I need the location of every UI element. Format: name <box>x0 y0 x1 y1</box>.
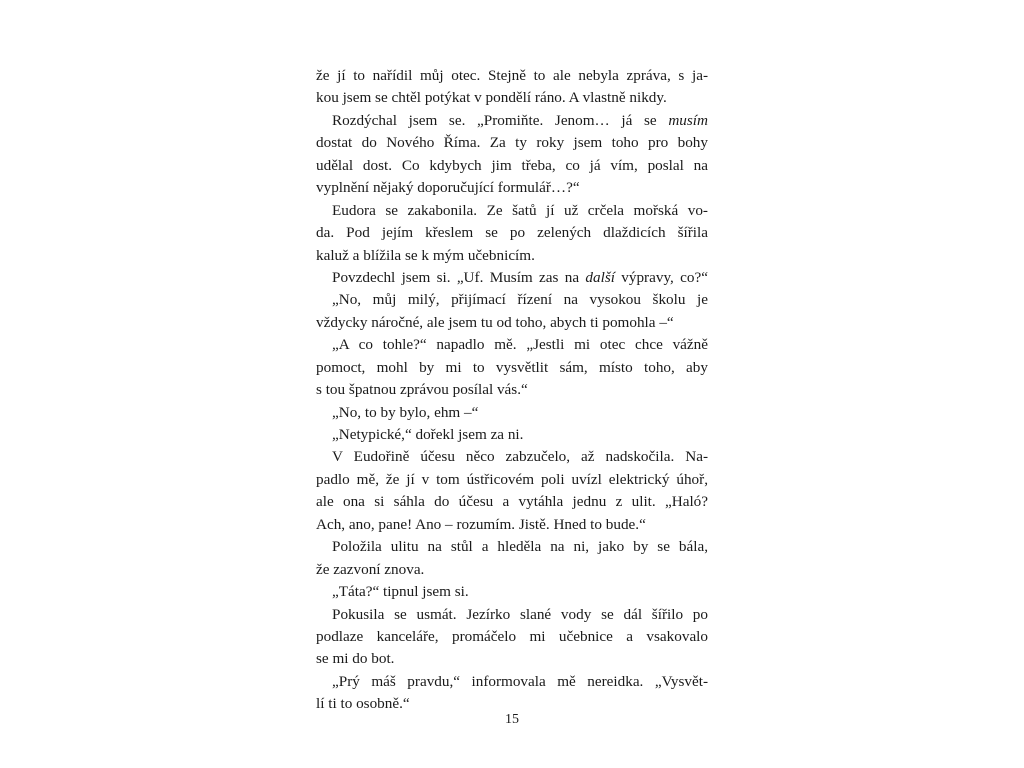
text-line-content: Povzdechl jsem si. „Uf. Musím zas na <box>332 268 586 286</box>
text-line <box>316 559 708 581</box>
text-line-content: vždycky náročné, ale jsem tu od toho, abych ti pomohla –“ <box>316 313 674 331</box>
text-line <box>316 514 708 536</box>
emphasis: musím <box>668 111 708 129</box>
text-line-content: „No, můj milý, přijímací řízení na vysokou školu je <box>332 291 708 309</box>
emphasis: další <box>585 268 615 286</box>
text-line-content: „Prý máš pravdu,“ informovala mě nereidka. „Vysvět- <box>332 672 708 690</box>
text-line-content: pomoct, mohl by mi to vysvětlit sám, místo toho, aby <box>316 358 708 376</box>
text-line <box>316 424 708 446</box>
text-line <box>316 155 708 177</box>
text-line-content: se mi do bot. <box>316 650 395 668</box>
text-line-content: V Eudořině účesu něco zabzučelo, až nadskočila. Na- <box>332 448 708 466</box>
text-line-content: kou jsem se chtěl potýkat v pondělí ráno. A vlastně nikdy. <box>316 89 667 107</box>
text-line <box>316 267 708 289</box>
text-line-content: da. Pod jejím křeslem se po zelených dlaždicích šířila <box>316 224 708 242</box>
text-line <box>316 132 708 154</box>
text-line-content: Rozdýchal jsem se. „Promiňte. Jenom… já se <box>332 111 669 129</box>
text-line-content: „A co tohle?“ napadlo mě. „Jestli mi otec chce vážně <box>332 336 708 354</box>
page-number: 15 <box>505 712 519 727</box>
text-line-content: udělal dost. Co kdybych jim třeba, co já vím, poslal na <box>316 156 708 174</box>
text-line-content: „Netypické,“ dořekl jsem za ni. <box>332 426 524 443</box>
text-line <box>316 87 708 109</box>
text-line-content: podlaze kanceláře, promáčelo mi učebnice a vsakovalo <box>316 627 708 645</box>
text-line <box>316 312 708 334</box>
text-line-content: že zazvoní znova. <box>316 560 425 578</box>
text-line-content: „Táta?“ tipnul jsem si. <box>332 583 469 601</box>
text-line <box>316 581 708 603</box>
text-line-content: Pokusila se usmát. Jezírko slané vody se dál šířilo po <box>332 605 708 623</box>
text-line <box>316 289 708 311</box>
text-line <box>316 536 708 558</box>
text-line-content: že jí to nařídil můj otec. Stejně to ale nebyla zpráva, s ja- <box>316 67 708 84</box>
text-line <box>316 222 708 244</box>
text-line <box>316 110 708 132</box>
text-line <box>316 469 708 491</box>
text-line-content: ale ona si sáhla do účesu a vytáhla jednu z ulit. „Haló? <box>316 493 708 511</box>
text-line-content: Položila ulitu na stůl a hleděla na ni, jako by se bála, <box>332 538 708 556</box>
text-line-content: dostat do Nového Říma. Za ty roky jsem toho pro bohy <box>316 134 708 152</box>
text-line-content: „No, to by bylo, ehm –“ <box>332 403 479 421</box>
text-line <box>316 200 708 222</box>
text-line <box>316 334 708 356</box>
text-line <box>316 177 708 199</box>
text-line-content: kaluž a blížila se k mým učebnicím. <box>316 246 535 264</box>
text-line <box>316 604 708 626</box>
text-line <box>316 491 708 513</box>
text-line <box>316 402 708 424</box>
text-line-content: vyplnění nějaký doporučující formulář…?“ <box>316 179 580 197</box>
text-line <box>316 671 708 693</box>
text-line <box>316 357 708 379</box>
text-line-content: s tou špatnou zprávou posílal vás.“ <box>316 381 528 399</box>
text-line-content: Ach, ano, pane! Ano – rozumím. Jistě. Hned to bude.“ <box>316 515 646 533</box>
text-line <box>316 648 708 670</box>
text-line <box>316 446 708 468</box>
text-line <box>316 245 708 267</box>
body-text <box>316 65 708 716</box>
text-line-tail: výpravy, co?“ <box>614 268 708 286</box>
text-line <box>316 379 708 401</box>
text-line <box>316 626 708 648</box>
text-line-content: padlo mě, že jí v tom ústřicovém poli uvízl elektrický úhoř, <box>316 470 708 488</box>
text-line-content: Eudora se zakabonila. Ze šatů jí už crčela mořská vo- <box>332 201 708 219</box>
text-line-content: lí ti to osobně.“ <box>316 695 410 713</box>
text-line <box>316 65 708 87</box>
